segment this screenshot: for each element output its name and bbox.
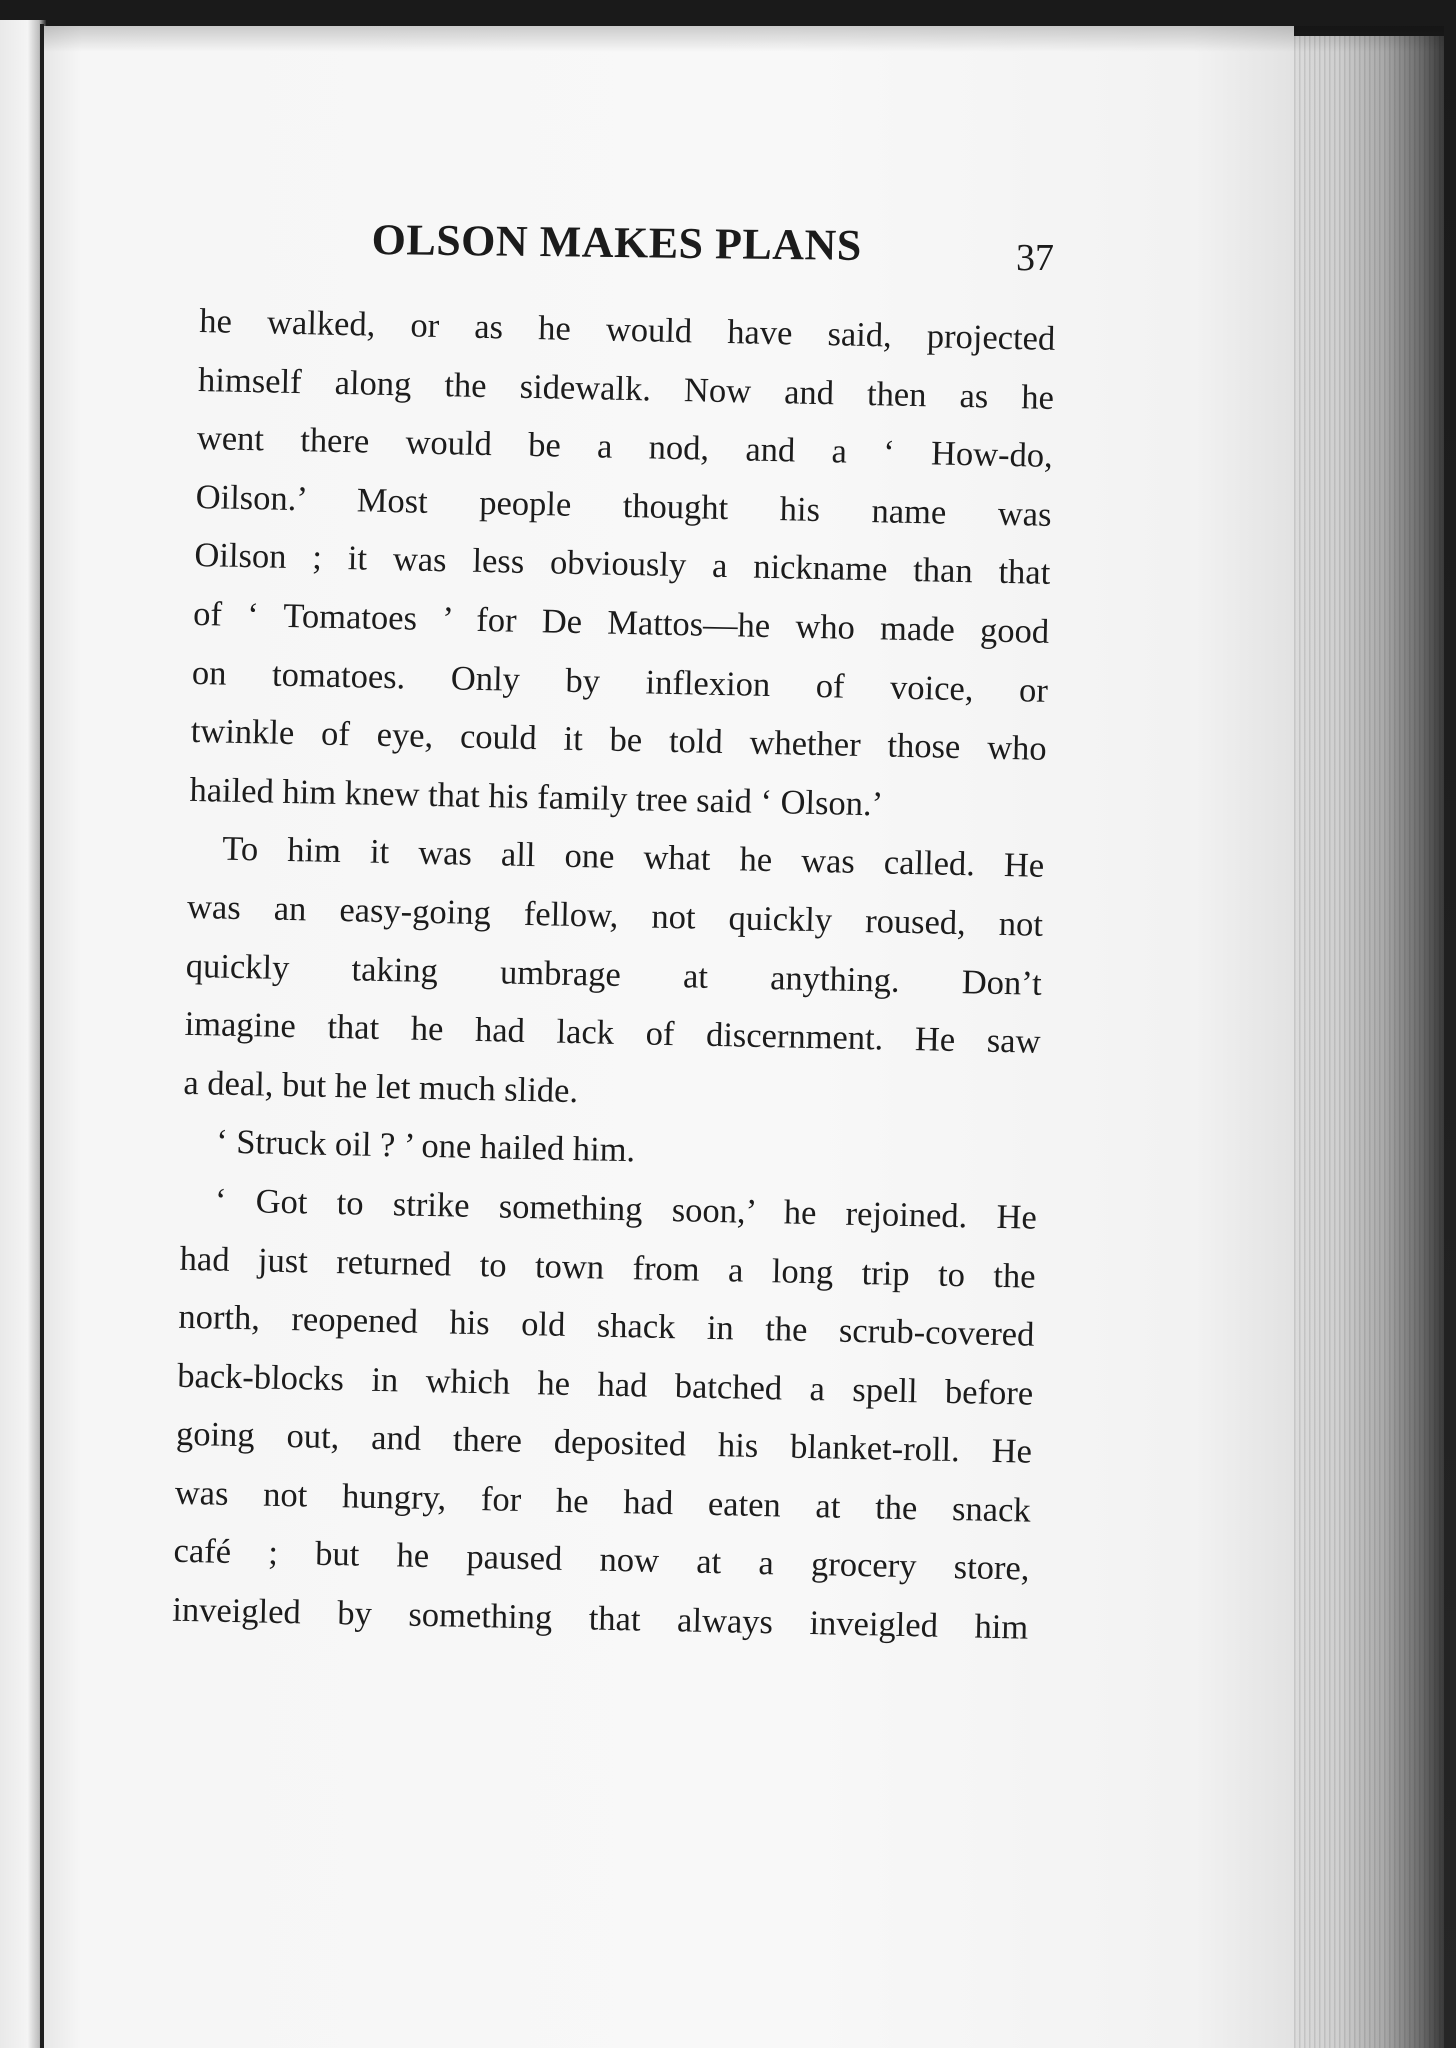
page-number: 37: [1016, 237, 1054, 279]
text-line: quickly taking umbrage at anything. Don’t: [185, 946, 1043, 1003]
text-line: was not hungry, for he had eaten at the snack: [174, 1473, 1032, 1530]
page-stack-edge: [1294, 36, 1444, 2048]
text-line: Oilson.’ Most people thought his name was: [195, 477, 1052, 534]
text-line: went there would be a nod, and a ‘ How-do,: [196, 419, 1054, 476]
text-line: twinkle of eye, could it be told whether those who: [190, 712, 1048, 768]
text-line: imagine that he had lack of discernment. He saw: [184, 1004, 1041, 1061]
running-head: OLSON MAKES PLANS: [371, 214, 863, 270]
text-line: was an easy-going fellow, not quickly roused, not: [186, 887, 1044, 944]
page-shadow: [44, 26, 1444, 52]
text-line: café ; but he paused now at a grocery store,: [173, 1532, 1030, 1589]
text-line: of ‘ Tomatoes ’ for De Mattos—he who made good: [192, 594, 1050, 651]
text-line: on tomatoes. Only by inflexion of voice, or: [191, 653, 1049, 710]
text-line: had just returned to town from a long trip to the: [179, 1239, 1036, 1296]
text-line: Oilson ; it was less obviously a nickname than that: [194, 536, 1051, 593]
text-line: inveigled by something that always inveigled him: [171, 1590, 1029, 1647]
text-line: To him it was all one what he was called. He: [221, 829, 1045, 886]
text-line: ‘ Got to strike something soon,’ he rejoined. He: [214, 1181, 1038, 1237]
text-line: he walked, or as he would have said, projected: [198, 301, 1056, 358]
body-text: [172, 292, 1056, 1657]
text-line: a deal, but he let much slide.: [183, 1063, 579, 1110]
text-line: ‘ Struck oil ? ’ one hailed him.: [215, 1122, 636, 1170]
text-line: north, reopened his old shack in the scrub-covered: [178, 1297, 1035, 1354]
text-line: himself along the sidewalk. Now and then as he: [197, 360, 1055, 417]
text-line: going out, and there deposited his blanket-roll. He: [175, 1415, 1033, 1471]
text-line: back-blocks in which he had batched a spell before: [176, 1356, 1034, 1413]
text-line: hailed him knew that his family tree said ‘ Olson.’: [189, 770, 884, 824]
